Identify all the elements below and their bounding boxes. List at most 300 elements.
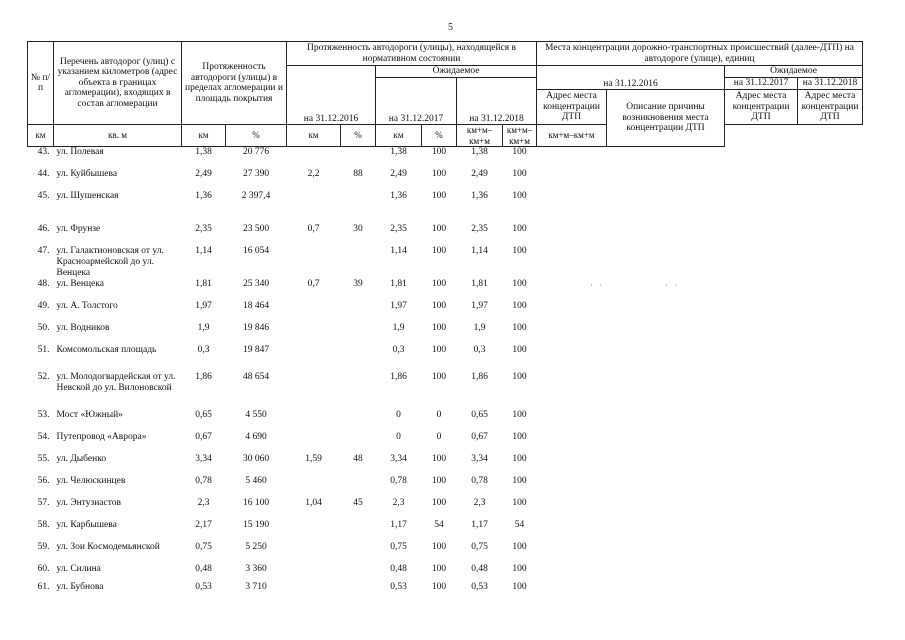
length-km: 0,78 xyxy=(195,475,212,486)
dtp-cell xyxy=(537,542,607,564)
norm-pct-2017: 100 xyxy=(431,344,447,355)
dtp-cell xyxy=(607,224,725,246)
length-km: 1,97 xyxy=(195,300,212,311)
row-number: 55. xyxy=(37,453,50,464)
norm-pct-2018: 100 xyxy=(512,431,527,442)
norm-pct-2018: 100 xyxy=(512,223,527,234)
norm-pct-2017: 100 xyxy=(431,147,447,157)
dtp-cell xyxy=(607,410,725,432)
dtp-cell xyxy=(537,498,607,520)
road-name: ул. Полевая xyxy=(56,147,104,157)
road-name: Комсомольская площадь xyxy=(56,344,157,355)
header-dtp-expected: Ожидаемое xyxy=(725,66,863,78)
row-number: 43. xyxy=(37,147,50,157)
norm-km-2016: 1,04 xyxy=(305,497,322,508)
norm-km-2018: 1,17 xyxy=(471,519,488,530)
area-sqm: 3 360 xyxy=(245,563,267,574)
norm-pct-2017: 100 xyxy=(431,371,447,382)
norm-pct-2018: 100 xyxy=(512,322,527,333)
dtp-cell xyxy=(798,372,863,410)
norm-pct-2018: 100 xyxy=(512,344,527,355)
header-norm-expected: Ожидаемое xyxy=(376,66,537,78)
dtp-cell xyxy=(798,323,863,345)
norm-km-2017: 1,14 xyxy=(390,245,407,256)
norm-km-2017: 0,48 xyxy=(390,563,407,574)
norm-pct-2017: 100 xyxy=(431,322,447,333)
table-row xyxy=(28,224,863,246)
length-km: 0,75 xyxy=(195,541,212,552)
length-km: 0,65 xyxy=(195,409,212,420)
norm-km-2018: 1,97 xyxy=(471,300,488,311)
norm-pct-2016: 48 xyxy=(353,453,363,464)
norm-km-2018: 0,75 xyxy=(471,541,488,552)
unit-km-position: км+м–км+м xyxy=(537,125,607,147)
dtp-cell xyxy=(537,224,607,246)
norm-pct-2016 xyxy=(341,372,376,410)
page-number: 5 xyxy=(448,22,453,33)
table-row xyxy=(28,564,863,582)
unit-km: км xyxy=(182,125,226,147)
dtp-cell xyxy=(607,498,725,520)
table-row xyxy=(28,323,863,345)
dtp-cell xyxy=(725,520,798,542)
norm-km-2016: 0,7 xyxy=(307,278,320,289)
dtp-cell xyxy=(537,345,607,372)
table-row xyxy=(28,191,863,224)
norm-pct-2017: 0 xyxy=(436,409,442,420)
norm-pct-2017: 100 xyxy=(431,497,447,508)
table-row xyxy=(28,542,863,564)
dtp-cell xyxy=(798,224,863,246)
dtp-cell xyxy=(537,432,607,454)
length-km: 2,17 xyxy=(195,519,212,530)
dtp-cell xyxy=(607,345,725,372)
table-row xyxy=(28,498,863,520)
dtp-cell xyxy=(537,169,607,191)
road-name: ул. Венцека xyxy=(56,278,104,289)
norm-pct-2018: 100 xyxy=(512,147,527,157)
dtp-cell xyxy=(798,246,863,279)
header-normative: Протяженность автодороги (улицы), находящейся в нормативном состоянии xyxy=(287,42,537,66)
norm-km-2016 xyxy=(287,246,341,279)
dtp-cell xyxy=(537,372,607,410)
norm-km-2018: 1,36 xyxy=(471,190,488,201)
area-sqm: 3 710 xyxy=(245,581,267,592)
norm-km-2017: 1,38 xyxy=(390,147,407,157)
header-number: № п/п xyxy=(28,42,54,125)
header-dtp: Места концентрации дорожно-транспортных происшествий (далее-ДТП) на автодороге (улице), единиц xyxy=(537,42,863,66)
length-km: 2,35 xyxy=(195,223,212,234)
norm-pct-2016 xyxy=(341,582,376,604)
length-km: 0,53 xyxy=(195,581,212,592)
dtp-cell xyxy=(607,582,725,604)
norm-km-2017: 0,78 xyxy=(390,475,407,486)
dtp-cell xyxy=(607,323,725,345)
row-number: 44. xyxy=(37,168,50,179)
row-number: 53. xyxy=(37,409,50,420)
dtp-cell xyxy=(537,454,607,476)
norm-km-2016 xyxy=(287,301,341,323)
norm-km-2017: 0 xyxy=(396,431,401,442)
unit-km-position: км+м–км+м xyxy=(457,125,503,147)
area-sqm: 4 550 xyxy=(245,409,267,420)
table-row xyxy=(28,432,863,454)
road-name: ул. А. Толстого xyxy=(56,300,118,311)
norm-km-2018: 0,3 xyxy=(473,344,486,355)
dtp-cell xyxy=(798,564,863,582)
norm-km-2017: 0,75 xyxy=(390,541,407,552)
norm-km-2016 xyxy=(287,191,341,224)
dtp-cell xyxy=(607,564,725,582)
unit-sqm: кв. м xyxy=(54,125,182,147)
road-name: ул. Карбышева xyxy=(56,519,117,530)
road-name: ул. Фрунзе xyxy=(56,223,101,234)
row-number: 51. xyxy=(37,344,50,355)
norm-pct-2018: 100 xyxy=(512,278,527,289)
norm-pct-2016 xyxy=(341,191,376,224)
norm-km-2016 xyxy=(287,582,341,604)
row-number: 61. xyxy=(37,581,50,592)
norm-pct-2016: 30 xyxy=(353,223,363,234)
dtp-cell xyxy=(537,476,607,498)
area-sqm: 19 846 xyxy=(242,322,270,333)
norm-pct-2018: 100 xyxy=(512,475,527,486)
road-name: ул. Челюскинцев xyxy=(56,475,126,486)
norm-km-2016 xyxy=(287,372,341,410)
norm-pct-2018: 100 xyxy=(512,581,527,592)
area-sqm: 15 190 xyxy=(242,519,270,530)
norm-km-2017: 1,36 xyxy=(390,190,407,201)
table-row xyxy=(28,372,863,410)
length-km: 3,34 xyxy=(195,453,212,464)
area-sqm: 20 776 xyxy=(242,147,270,157)
norm-pct-2018: 100 xyxy=(512,245,527,256)
length-km: 1,38 xyxy=(195,147,212,157)
dtp-cell xyxy=(798,169,863,191)
norm-pct-2017: 100 xyxy=(431,475,447,486)
road-name: ул. Шушенская xyxy=(56,190,119,201)
dtp-cell xyxy=(725,372,798,410)
road-name: ул. Водников xyxy=(56,322,110,333)
norm-km-2016 xyxy=(287,410,341,432)
length-km: 2,49 xyxy=(195,168,212,179)
unit-km-position: км+м–км+м xyxy=(503,125,537,147)
dtp-cell xyxy=(798,191,863,224)
road-name: ул. Зои Космодемьянской xyxy=(56,541,160,552)
norm-pct-2016 xyxy=(341,520,376,542)
norm-km-2016: 2,2 xyxy=(307,168,320,179)
norm-pct-2016 xyxy=(341,345,376,372)
dtp-cell xyxy=(798,520,863,542)
norm-km-2017: 1,81 xyxy=(390,278,407,289)
norm-pct-2017: 0 xyxy=(436,431,442,442)
area-sqm: 18 464 xyxy=(242,300,270,311)
norm-km-2018: 1,9 xyxy=(473,322,486,333)
dtp-cell xyxy=(607,147,725,169)
norm-km-2016 xyxy=(287,476,341,498)
table-row xyxy=(28,454,863,476)
norm-pct-2016 xyxy=(341,410,376,432)
norm-pct-2017: 100 xyxy=(431,581,447,592)
norm-km-2016 xyxy=(287,542,341,564)
norm-pct-2016 xyxy=(341,564,376,582)
length-km: 1,86 xyxy=(195,371,212,382)
norm-pct-2017: 100 xyxy=(431,278,447,289)
norm-km-2017: 2,35 xyxy=(390,223,407,234)
dtp-cell xyxy=(725,147,798,169)
length-km: 0,67 xyxy=(195,431,212,442)
road-name: ул. Силина xyxy=(56,563,101,574)
table-row xyxy=(28,476,863,498)
row-number: 52. xyxy=(37,371,50,382)
norm-km-2018: 1,81 xyxy=(471,278,488,289)
norm-km-2017: 0 xyxy=(396,409,401,420)
row-number: 60. xyxy=(37,563,50,574)
norm-pct-2016 xyxy=(341,301,376,323)
norm-km-2017: 2,3 xyxy=(392,497,405,508)
norm-pct-2016 xyxy=(341,246,376,279)
area-sqm: 5 460 xyxy=(245,475,267,486)
table-row xyxy=(28,147,863,169)
header-norm-2018: на 31.12.2018 xyxy=(457,78,537,125)
norm-pct-2018: 54 xyxy=(514,519,525,530)
norm-pct-2018: 100 xyxy=(512,563,527,574)
norm-km-2017: 1,97 xyxy=(390,300,407,311)
norm-pct-2018: 100 xyxy=(512,190,527,201)
norm-km-2018: 3,34 xyxy=(471,453,488,464)
area-sqm: 16 054 xyxy=(242,245,270,256)
header-dtp-address-2018: Адрес места концентрации ДТП xyxy=(798,90,863,125)
norm-pct-2018: 100 xyxy=(512,497,527,508)
dtp-cell xyxy=(798,345,863,372)
header-dtp-2018: на 31.12.2018 xyxy=(798,78,863,90)
length-km: 2,3 xyxy=(197,497,210,508)
area-sqm: 5 250 xyxy=(245,541,267,552)
norm-pct-2016 xyxy=(341,432,376,454)
header-road-list: Перечень автодорог (улиц) с указанием километров (адрес объекта в границах агломерации), входящих в состав агломерации xyxy=(54,42,182,125)
dtp-cell xyxy=(725,169,798,191)
norm-km-2018: 2,35 xyxy=(471,223,488,234)
dtp-cell xyxy=(725,564,798,582)
length-km: 0,3 xyxy=(197,344,210,355)
norm-pct-2016 xyxy=(341,147,376,169)
length-km: 0,48 xyxy=(195,563,212,574)
norm-km-2018: 0,78 xyxy=(471,475,488,486)
dtp-cell xyxy=(725,542,798,564)
road-name: ул. Галактионовская от ул. Красноармейской до ул. Венцека xyxy=(56,245,164,278)
scan-artifact: · · xyxy=(665,280,680,290)
dtp-cell xyxy=(725,498,798,520)
dtp-cell xyxy=(798,542,863,564)
dtp-cell xyxy=(607,542,725,564)
road-name: ул. Молодогвардейская от ул. Невской до ул. Вилоновской xyxy=(56,371,176,393)
unit-km: км xyxy=(287,125,341,147)
row-number: 45. xyxy=(37,190,50,201)
dtp-cell xyxy=(537,147,607,169)
area-sqm: 16 100 xyxy=(242,497,270,508)
dtp-cell xyxy=(725,224,798,246)
dtp-cell xyxy=(725,246,798,279)
norm-pct-2018: 100 xyxy=(512,168,527,179)
norm-km-2017: 1,17 xyxy=(390,519,407,530)
road-name: ул. Бубнова xyxy=(56,581,104,592)
header-norm-2017: на 31.12.2017 xyxy=(376,78,457,125)
dtp-cell xyxy=(798,498,863,520)
norm-km-2018: 1,14 xyxy=(471,245,488,256)
norm-km-2017: 0,53 xyxy=(390,581,407,592)
header-length: Протяженность автодороги (улицы) в пределах агломерации и площадь покрытия xyxy=(182,42,287,125)
norm-km-2018: 1,86 xyxy=(471,371,488,382)
table-header xyxy=(28,42,863,147)
norm-pct-2017: 100 xyxy=(431,223,447,234)
table-row xyxy=(28,246,863,279)
header-dtp-address-2017: Адрес места концентрации ДТП xyxy=(725,90,798,125)
dtp-cell xyxy=(607,191,725,224)
dtp-cell xyxy=(798,301,863,323)
unit-km: км xyxy=(28,125,54,147)
unit-km: км xyxy=(376,125,422,147)
area-sqm: 4 690 xyxy=(245,431,267,442)
table-row xyxy=(28,345,863,372)
table-row xyxy=(28,410,863,432)
norm-pct-2016 xyxy=(341,476,376,498)
norm-km-2017: 2,49 xyxy=(390,168,407,179)
norm-km-2016 xyxy=(287,147,341,169)
norm-km-2016 xyxy=(287,564,341,582)
dtp-cell xyxy=(725,476,798,498)
dtp-cell xyxy=(725,301,798,323)
road-name: ул. Куйбышева xyxy=(56,168,118,179)
area-sqm: 2 397,4 xyxy=(241,190,271,201)
area-sqm: 27 390 xyxy=(242,168,270,179)
dtp-cell xyxy=(725,410,798,432)
header-dtp-2017: на 31.12.2017 xyxy=(725,78,798,90)
row-number: 57. xyxy=(37,497,50,508)
dtp-cell xyxy=(537,301,607,323)
norm-km-2017: 0,3 xyxy=(392,344,405,355)
road-name: ул. Энтузиастов xyxy=(56,497,121,508)
row-number: 48. xyxy=(37,278,50,289)
dtp-cell xyxy=(725,454,798,476)
unit-pct: % xyxy=(422,125,457,147)
dtp-cell xyxy=(537,246,607,279)
norm-km-2018: 2,3 xyxy=(473,497,486,508)
dtp-cell xyxy=(607,372,725,410)
norm-pct-2016: 45 xyxy=(353,497,363,508)
norm-pct-2016: 39 xyxy=(353,278,363,289)
header-dtp-2016: на 31.12.2016 xyxy=(537,66,725,90)
dtp-cell xyxy=(725,279,798,301)
dtp-cell xyxy=(537,323,607,345)
norm-pct-2017: 100 xyxy=(431,245,447,256)
unit-pct: % xyxy=(341,125,376,147)
dtp-cell xyxy=(798,432,863,454)
road-name: Путепровод «Аврора» xyxy=(56,431,147,442)
norm-pct-2018: 100 xyxy=(512,409,527,420)
norm-km-2016: 0,7 xyxy=(307,223,320,234)
norm-pct-2018: 100 xyxy=(512,371,527,382)
length-km: 1,9 xyxy=(197,322,210,333)
area-sqm: 25 340 xyxy=(242,278,270,289)
dtp-cell xyxy=(725,432,798,454)
norm-km-2017: 3,34 xyxy=(390,453,407,464)
row-number: 58. xyxy=(37,519,50,530)
norm-pct-2018: 100 xyxy=(512,300,527,311)
dtp-cell xyxy=(798,454,863,476)
table-row xyxy=(28,582,863,604)
dtp-cell xyxy=(725,345,798,372)
dtp-cell xyxy=(798,279,863,301)
table-body xyxy=(28,147,863,604)
norm-pct-2017: 100 xyxy=(431,541,447,552)
dtp-cell xyxy=(607,476,725,498)
area-sqm: 19 847 xyxy=(242,344,270,355)
norm-km-2017: 1,9 xyxy=(392,322,405,333)
norm-pct-2018: 100 xyxy=(512,453,527,464)
dtp-cell xyxy=(607,301,725,323)
unit-pct: % xyxy=(226,125,287,147)
area-sqm: 23 500 xyxy=(242,223,270,234)
norm-km-2017: 1,86 xyxy=(390,371,407,382)
roads-table xyxy=(27,41,863,604)
table-row xyxy=(28,520,863,542)
dtp-cell xyxy=(725,582,798,604)
norm-km-2018: 0,48 xyxy=(471,563,488,574)
table-row xyxy=(28,169,863,191)
norm-km-2018: 0,53 xyxy=(471,581,488,592)
norm-km-2018: 2,49 xyxy=(471,168,488,179)
dtp-cell xyxy=(798,410,863,432)
length-km: 1,14 xyxy=(195,245,212,256)
header-dtp-address-2016: Адрес места концентрации ДТП xyxy=(537,90,607,125)
norm-km-2016: 1,59 xyxy=(305,453,322,464)
norm-pct-2018: 100 xyxy=(512,541,527,552)
norm-km-2016 xyxy=(287,520,341,542)
dtp-cell xyxy=(607,432,725,454)
row-number: 54. xyxy=(37,431,50,442)
dtp-cell xyxy=(798,476,863,498)
dtp-cell xyxy=(537,191,607,224)
norm-km-2016 xyxy=(287,432,341,454)
area-sqm: 30 060 xyxy=(242,453,270,464)
area-sqm: 48 654 xyxy=(242,371,270,382)
row-number: 59. xyxy=(37,541,50,552)
norm-pct-2017: 100 xyxy=(431,300,447,311)
road-name: Мост «Южный» xyxy=(56,409,123,420)
dtp-cell xyxy=(798,147,863,169)
norm-km-2016 xyxy=(287,323,341,345)
dtp-cell xyxy=(607,454,725,476)
dtp-cell xyxy=(798,582,863,604)
norm-pct-2017: 100 xyxy=(431,453,447,464)
dtp-cell xyxy=(607,246,725,279)
dtp-cell xyxy=(607,520,725,542)
table-row xyxy=(28,301,863,323)
header-dtp-cause: Описание причины возникновения места концентрации ДТП xyxy=(607,90,725,147)
norm-pct-2017: 100 xyxy=(431,168,447,179)
dtp-cell xyxy=(537,410,607,432)
scan-artifact: · · xyxy=(590,280,605,290)
norm-km-2018: 0,65 xyxy=(471,409,488,420)
row-number: 46. xyxy=(37,223,50,234)
row-number: 56. xyxy=(37,475,50,486)
row-number: 49. xyxy=(37,300,50,311)
norm-pct-2016: 88 xyxy=(353,168,363,179)
road-name: ул. Дыбенко xyxy=(56,453,107,464)
dtp-cell xyxy=(725,191,798,224)
norm-km-2018: 0,67 xyxy=(471,431,488,442)
length-km: 1,36 xyxy=(195,190,212,201)
